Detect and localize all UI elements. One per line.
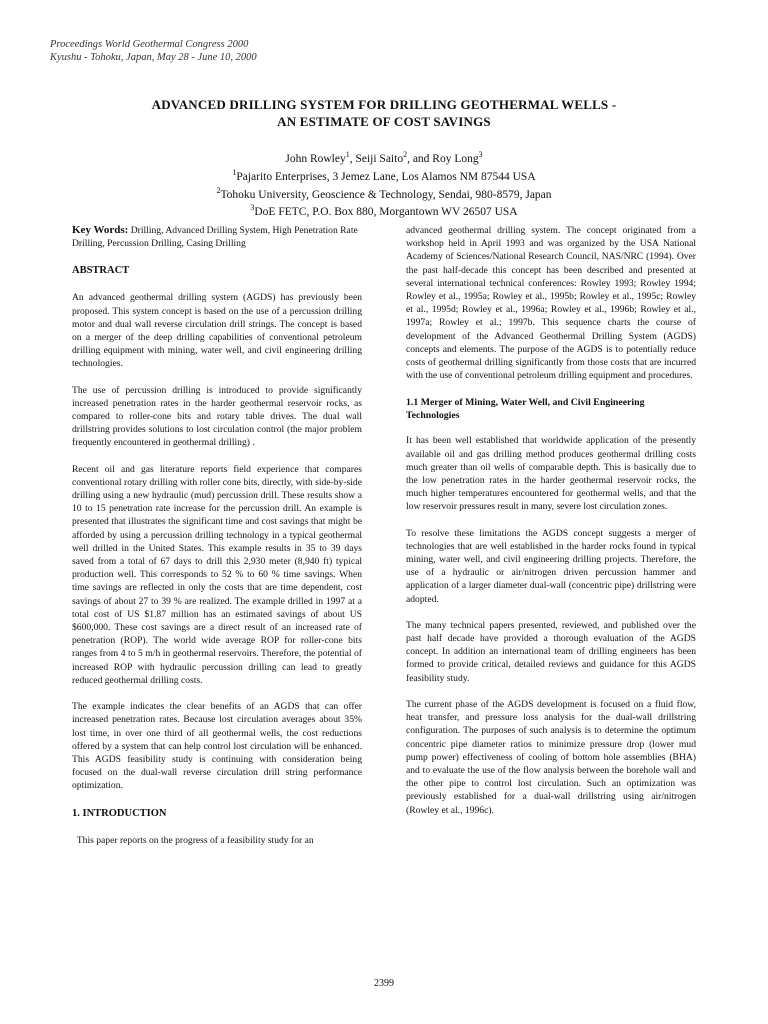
abstract-heading: ABSTRACT [72,265,130,277]
section-1-1-heading: 1.1 Merger of Mining, Water Well, and Civil Engineering Technologies [406,397,645,422]
affiliation-3-sup: 3 [250,203,255,213]
affiliation-2 [60,184,708,202]
keywords-text: Drilling, Advanced Drilling System, High Penetration Rate Drilling, Percussion Drilling, Casing Drilling [72,225,358,250]
abstract-paragraph-3: Recent oil and gas literature reports field experience that compares conventional rotary drilling with roller cone bits, directly, with side-by-side drilling using a new hydraulic (mud) percussion drill. These results show a 10 to 15 penetration rate increase for the percussion drill. An example is presented that illustrates the significant time and cost savings that might be afforded by using a percussion drilling technology in a typical geothermal well drilled in the United States. This example results in 35 to 39 days saved from a total of 67 days to drill this 2,930 meter (8,940 ft) typical production well. This corresponds to 52 % to 60 % time savings. When time savings are reflected in only the costs that are time dependent, cost savings of about 27 to 39 % are realized. The example drilled in 1997 at a total cost of US $1.87 million has an estimated savings of about US $600,000. These cost savings are a direct result of an increased rate of penetration (ROP). The world wide average ROP for roller-cone bits ranges from 4 to 5 m/h in geothermal reservoirs. Therefore, the potential of increased ROP with hydraulic percussion drilling can lead to greatly reduced geothermal drilling costs. [72,463,362,686]
keywords-label: Key Words: [72,224,129,236]
author-3: , and Roy Long [407,152,479,165]
affiliation-3-text: DoE FETC, P.O. Box 880, Morgantown WV 26507 USA [254,206,518,219]
title-line-2: AN ESTIMATE OF COST SAVINGS [277,114,491,129]
affiliation-1-sup: 1 [232,167,237,177]
author-block [60,148,708,219]
keywords [72,224,362,250]
affiliation-1 [60,166,708,184]
proceedings-location: Kyushu - Tohoku, Japan, May 28 - June 10, 2000 [50,52,257,63]
introduction-paragraph-start: This paper reports on the progress of a feasibility study for an [72,834,314,846]
section-1-1-paragraph-4: The current phase of the AGDS development is focused on a fluid flow, heat transfer, and pressure loss analysis for the dual-wall drillstring configuration. The purposes of such analysis is to determine the optimum concentric pipe diameter ratios to minimize pressure drop (lower mud pump power) effectiveness of cooling of bottom hole assemblies (BHA) and to evaluate the use of the flow analysis between the borehole wall and the other pipe to control lost circulation. Such an optimization was previously established for a dual-wall drillstring using air/nitrogen (Rowley et al., 1996c). [406,698,696,816]
right-column [406,224,696,830]
section-1-1-paragraph-2: To resolve these limitations the AGDS concept suggests a merger of technologies that are well established in the harder rocks found in typical mining, water well, and civil engineering drilling projects. Therefore, the use of a hydraulic or air/nitrogen driven percussion hammer and application of a larger diameter dual-wall (concentric pipe) drillstring were adopted. [406,527,696,605]
author-2-sup: 2 [403,150,408,159]
proceedings-header [50,38,257,64]
affiliation-3 [60,201,708,219]
paper-title [60,96,708,130]
page-number: 2399 [374,978,394,989]
author-1: John Rowley [285,152,346,165]
affiliation-2-sup: 2 [216,185,221,195]
affiliation-2-text: Tohoku University, Geoscience & Technology, Sendai, 980-8579, Japan [220,188,552,201]
section-1-1-paragraph-3: The many technical papers presented, reviewed, and published over the past half decade have provided a thorough evaluation of the AGDS concept. In addition an international team of drilling engineers has been formed to provide critical, detailed reviews and guidance for this AGDS feasibility study. [406,619,696,684]
author-2: , Seiji Saito [349,152,404,165]
abstract-paragraph-1: An advanced geothermal drilling system (AGDS) has previously been proposed. This system concept is based on the use of a percussion drilling motor and dual wall reverse circulation drill strings. The concept is based on a merger of the deep drilling capabilities of conventional petroleum drilling equipment with mining, water well, and civil engineering drilling technologies. [72,292,362,370]
proceedings-title: Proceedings World Geothermal Congress 2000 [50,39,249,50]
introduction-paragraph-continued: advanced geothermal drilling system. The concept originated from a workshop held in April 1993 and was organized by the USA National Academy of Sciences/National Research Council, NAS/NRC (1994). Over the past half-decade this concept has been described and presented at several international technical conferences: Rowley 1993; Rowley 1994; Rowley et al., 1995a; Rowley et al., 1995b; Rowley et al., 1995c; Rowley et al., 1995d; Rowley et al., 1996a; Rowley et al., 1996b; Rowley et al., 1997a; Rowley et al.; 1997b. This sequence charts the course of development of the Advanced Geothermal Drilling System (AGDS) concepts and elements. The purpose of the AGDS is to potentially reduce costs of geothermal drilling significantly from those costs that are incurred with the use of conventional petroleum drilling equipment and procedures. [406,225,696,382]
section-1-1-paragraph-1: It has been well established that worldwide application of the presently available oil and gas drilling method produces geothermal drilling costs much greater than oil wells of comparable depth. This is basically due to the low penetration rates in the harder geothermal reservoir rocks, the much higher temperatures encountered for geothermal wells, and that the low reservoir pressures result in many, severe lost circulation zones. [406,435,696,513]
author-names [60,148,708,166]
introduction-heading: 1. INTRODUCTION [72,807,167,819]
title-line-1: ADVANCED DRILLING SYSTEM FOR DRILLING GEOTHERMAL WELLS - [151,97,617,112]
author-1-sup: 1 [345,150,350,159]
author-3-sup: 3 [478,150,483,159]
abstract-paragraph-2: The use of percussion drilling is introduced to provide significantly increased penetration rates in the harder geothermal reservoir rocks, as compared to roller-cone bits and rotary table drives. The dual wall drillstring provides solutions to lost circulation control (the major problem frequently encountered in geothermal drilling) . [72,384,362,449]
abstract-paragraph-4: The example indicates the clear benefits of an AGDS that can offer increased penetration rates. Because lost circulation averages about 35% lost time, in over one third of all geothermal wells, the cost reductions offered by a system that can help control lost circulation will be enhanced. This AGDS feasibility study is continuing with consideration being focused on the dual-wall reverse circulation drill string performance optimization. [72,701,362,792]
affiliation-1-text: Pajarito Enterprises, 3 Jemez Lane, Los Alamos NM 87544 USA [236,170,536,183]
left-column [72,224,362,860]
